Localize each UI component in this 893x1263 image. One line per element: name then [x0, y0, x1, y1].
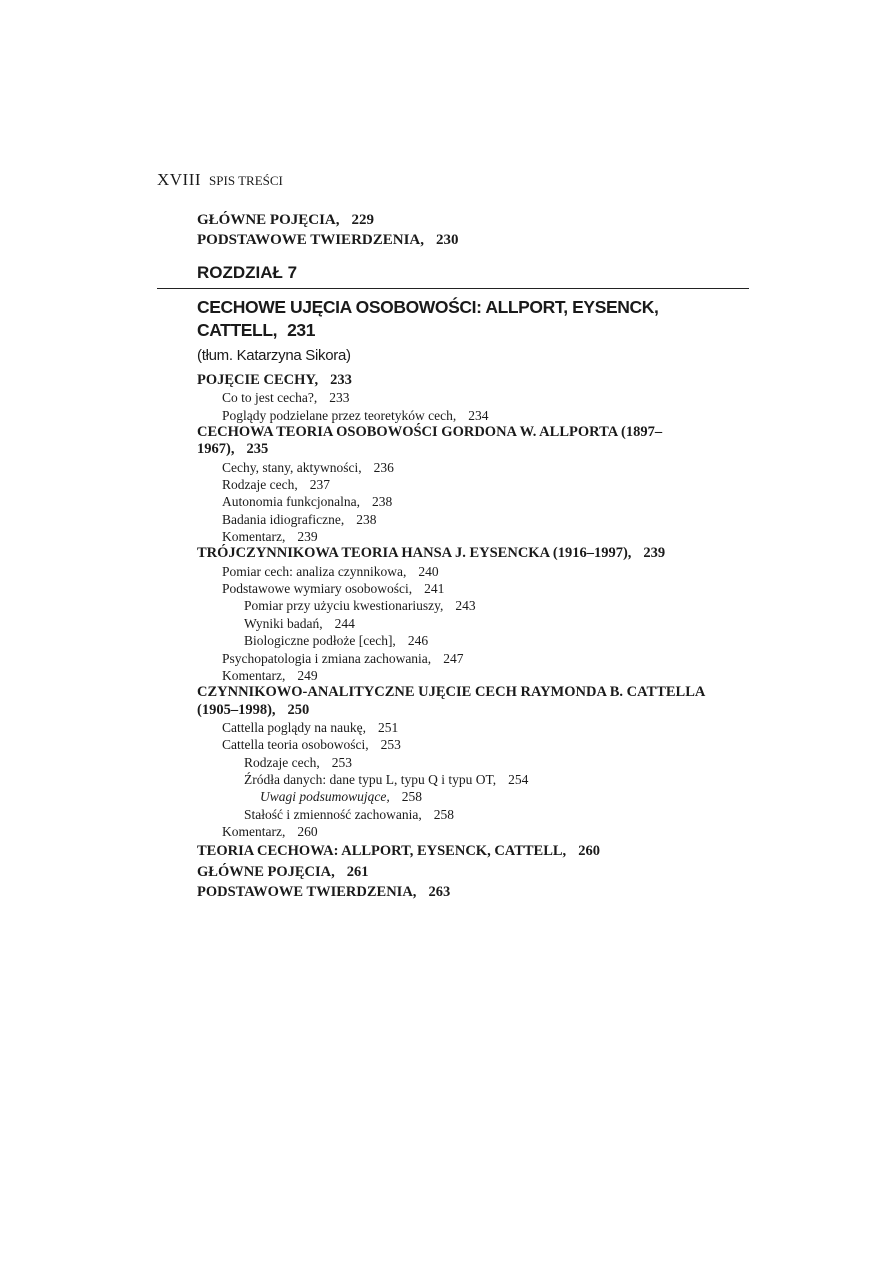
toc-entry-page: 244 [334, 615, 355, 631]
toc-section [197, 372, 717, 389]
toc-entry-page: 229 [351, 212, 375, 228]
toc-entry-title: Cattella poglądy na naukę, [222, 719, 366, 735]
toc-subsection [197, 736, 717, 753]
running-title: SPIS TREŚCI [209, 173, 283, 188]
toc-entry-title: TRÓJCZYNNIKOWA TEORIA HANSA J. EYSENCKA (1916–1997), [197, 545, 632, 562]
toc-entry-title: Komentarz, [222, 823, 286, 839]
toc-subsubsection [197, 615, 717, 632]
chapter-title-text: CECHOWE UJĘCIA OSOBOWOŚCI: ALLPORT, EYSENCK, CATTELL, [197, 297, 659, 340]
page-folio: XVIII [157, 170, 202, 189]
toc-entry-page: 254 [508, 771, 529, 787]
toc-entry-page: 239 [643, 545, 666, 562]
toc-entry-page: 246 [407, 633, 429, 649]
toc-entry-page: 239 [297, 529, 318, 545]
toc-list [197, 372, 717, 901]
chapter-rule [157, 288, 749, 289]
toc-subsection [197, 719, 717, 736]
toc-entry-page: 258 [401, 789, 422, 805]
chapter-page: 231 [287, 320, 316, 340]
toc-subsection [197, 459, 717, 476]
toc-section [197, 884, 717, 901]
toc-entry-title: Autonomia funkcjonalna, [222, 494, 360, 510]
toc-entry [197, 211, 374, 229]
toc-entry-title: CZYNNIKOWO-ANALITYCZNE UJĘCIE CECH RAYMONDA B. CATTELLA (1905–1998), [197, 684, 705, 718]
toc-subsection [197, 667, 717, 684]
toc-subsubsection [197, 806, 717, 823]
toc-entry-page: 243 [455, 598, 476, 614]
toc-section [197, 424, 717, 459]
toc-entry-page: 233 [330, 372, 352, 388]
toc-section [197, 843, 717, 860]
chapter-label: ROZDZIAŁ 7 [197, 263, 298, 282]
toc-subsection [197, 511, 717, 528]
toc-subsubsection [197, 754, 717, 771]
toc-entry-title: Cechy, stany, aktywności, [222, 459, 362, 475]
toc-subsection [197, 823, 717, 840]
toc-entry-page: 261 [346, 863, 369, 880]
toc-entry-page: 236 [373, 459, 394, 475]
toc-subsubsubsection [197, 788, 717, 805]
toc-subsubsection [197, 632, 717, 649]
toc-subsection [197, 407, 717, 424]
toc-entry-title: Pomiar przy użyciu kwestionariuszy, [244, 598, 444, 614]
toc-entry-page: 258 [433, 806, 454, 822]
toc-section [197, 864, 717, 881]
toc-subsection [197, 563, 717, 580]
toc-entry-title: TEORIA CECHOWA: ALLPORT, EYSENCK, CATTELL, [197, 843, 567, 860]
toc-section [197, 545, 717, 562]
toc-entry-title: GŁÓWNE POJĘCIA, [197, 212, 340, 228]
toc-entry-page: 238 [356, 511, 377, 527]
toc-entry-page: 230 [436, 232, 459, 248]
toc-entry-page: 260 [297, 823, 318, 839]
toc-entry-title: Co to jest cecha?, [222, 390, 318, 406]
toc-entry-title: Cattella teoria osobowości, [222, 737, 369, 753]
toc-entry-page: 234 [468, 407, 489, 423]
toc-entry-title: Wyniki badań, [244, 615, 323, 631]
toc-section [197, 684, 717, 719]
toc-subsection [197, 493, 717, 510]
running-header [157, 170, 283, 190]
toc-entry-page: 241 [424, 581, 445, 597]
toc-entry-page: 251 [377, 719, 399, 735]
toc-entry-page: 249 [297, 667, 318, 683]
toc-entry-title: Komentarz, [222, 529, 286, 545]
toc-entry-page: 250 [287, 701, 310, 718]
toc-subsection [197, 476, 717, 493]
toc-entry-title: Komentarz, [222, 667, 286, 683]
toc-entry-title: Psychopatologia i zmiana zachowania, [222, 650, 432, 666]
toc-entry-title: Rodzaje cech, [244, 754, 320, 770]
toc-entry-title: Uwagi podsumowujące, [260, 789, 390, 805]
toc-subsection [197, 389, 717, 406]
toc-entry-title: Poglądy podzielane przez teoretyków cech, [222, 407, 457, 423]
toc-entry-title: Biologiczne podłoże [cech], [244, 633, 396, 649]
toc-subsubsection [197, 597, 717, 614]
toc-entry-page: 240 [418, 563, 439, 579]
toc-subsection [197, 528, 717, 545]
chapter-title [197, 296, 697, 342]
toc-entry-title: GŁÓWNE POJĘCIA, [197, 863, 335, 880]
toc-entry-title: Pomiar cech: analiza czynnikowa, [222, 563, 407, 579]
toc-subsection [197, 580, 717, 597]
toc-entry-page: 237 [309, 477, 330, 493]
toc-entry-page: 263 [428, 883, 451, 900]
toc-entry-title: Stałość i zmienność zachowania, [244, 806, 422, 822]
toc-entry-title: Podstawowe wymiary osobowości, [222, 581, 413, 597]
toc-subsubsection [197, 771, 717, 788]
toc-entry-page: 235 [246, 441, 269, 458]
toc-entry-title: Źródła danych: dane typu L, typu Q i typu OT, [244, 771, 497, 787]
toc-entry-page: 260 [578, 843, 600, 860]
toc-entry-page: 233 [329, 390, 350, 406]
toc-entry-title: PODSTAWOWE TWIERDZENIA, [197, 883, 417, 900]
toc-entry [197, 231, 459, 249]
toc-entry-title: PODSTAWOWE TWIERDZENIA, [197, 232, 424, 248]
toc-entry-page: 238 [371, 494, 393, 510]
toc-entry-title: Badania idiograficzne, [222, 511, 345, 527]
translator-note: (tłum. Katarzyna Sikora) [197, 347, 351, 364]
toc-entry-page: 247 [443, 650, 464, 666]
toc-entry-page: 253 [380, 737, 401, 753]
toc-entry-title: Rodzaje cech, [222, 477, 298, 493]
toc-entry-title: CECHOWA TEORIA OSOBOWOŚCI GORDONA W. ALLPORTA (1897–1967), [197, 424, 663, 458]
toc-entry-page: 253 [331, 754, 352, 770]
toc-entry-title: POJĘCIE CECHY, [197, 372, 319, 388]
toc-subsection [197, 650, 717, 667]
